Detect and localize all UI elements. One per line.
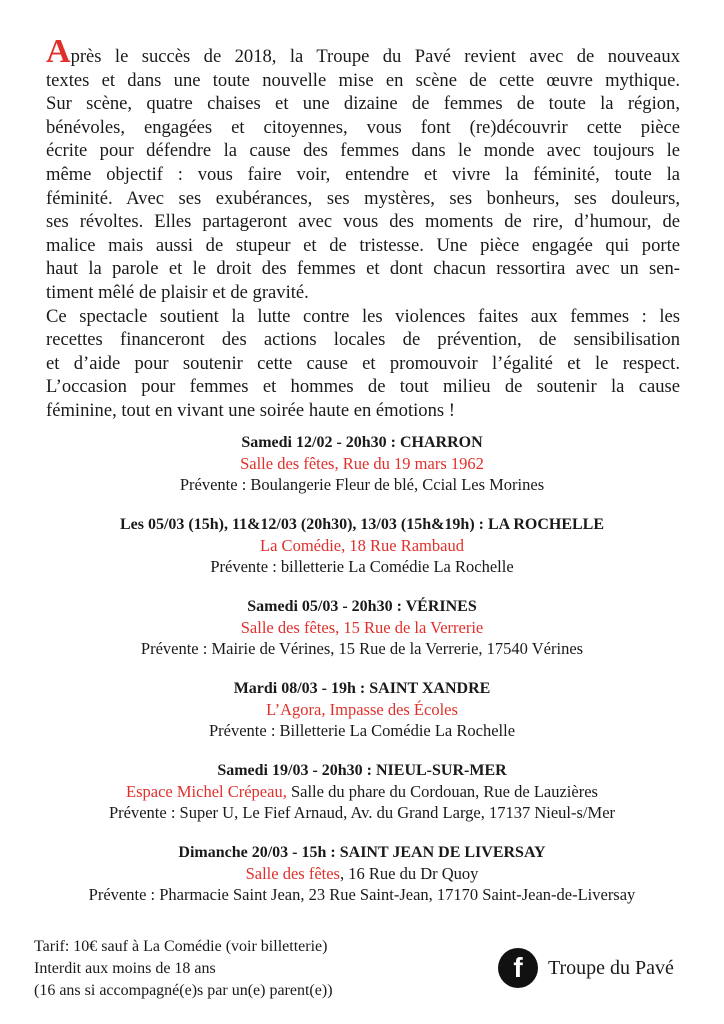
event-presale: Prévente : Mairie de Vérines, 15 Rue de la Verrerie, 17540 Vérines — [140, 639, 584, 658]
facebook-label: Troupe du Pavé — [548, 956, 674, 979]
intro-line — [46, 92, 680, 116]
intro-line-text: même objectif : vous faire voir, entendre et vivre la féminité, toute la — [46, 163, 680, 185]
event-block — [0, 432, 724, 495]
event-title: Samedi 05/03 - 20h30 : VÉRINES — [247, 598, 477, 615]
event-venue — [0, 699, 724, 720]
intro-line-text: féminité. Avec ses exubérances, ses mystères, ses bonheurs, ses douleurs, — [46, 187, 680, 209]
event-block — [0, 760, 724, 823]
intro-line-text: haut la parole et le droit des femmes et dont chacun ressortira avec un sen- — [46, 258, 680, 280]
event-presale: Prévente : Super U, Le Fief Arnaud, Av. du Grand Large, 17137 Nieul-s/Mer — [108, 803, 616, 822]
event-venue-name: Salle des fêtes, 15 Rue de la Verrerie — [240, 618, 484, 637]
intro-line-text: textes et dans une toute nouvelle mise en scène de cette œuvre mythique. — [46, 69, 680, 91]
drop-cap: A — [46, 33, 71, 70]
age-restriction-line: Interdit aux moins de 18 ans — [34, 960, 216, 977]
event-venue-name: La Comédie, 18 Rue Rambaud — [260, 536, 464, 555]
event-title: Les 05/03 (15h), 11&12/03 (20h30), 13/03 (15h&19h) : LA ROCHELLE — [119, 516, 605, 533]
event-venue — [0, 781, 724, 802]
event-venue — [0, 863, 724, 884]
intro-line-text: près le succès de 2018, la Troupe du Pavé revient avec de nouveaux — [70, 46, 680, 67]
intro-line — [46, 352, 680, 376]
facebook-icon: f — [498, 948, 538, 988]
event-presale: Prévente : billetterie La Comédie La Rochelle — [210, 557, 514, 576]
intro-line-text: et d’aide pour soutenir cette cause et promouvoir l’égalité et le respect. — [46, 352, 680, 374]
intro-line — [46, 187, 680, 211]
pricing-info — [34, 936, 333, 1002]
event-venue — [0, 453, 724, 474]
intro-line — [46, 328, 680, 352]
intro-line — [46, 116, 680, 140]
intro-line-text: féminine, tout en vivant une soirée haute en émotions ! — [46, 399, 455, 421]
intro-line — [46, 399, 680, 423]
event-venue — [0, 617, 724, 638]
intro-line — [46, 375, 680, 399]
intro-line — [46, 210, 680, 234]
intro-line — [46, 281, 680, 305]
event-list — [0, 432, 724, 924]
intro-line-text: recettes financeront des actions locales de prévention, de sensibilisation — [46, 329, 680, 351]
intro-line — [46, 33, 680, 70]
event-venue-name: L’Agora, Impasse des Écoles — [266, 700, 458, 719]
intro-line-text: timent mêlé de plaisir et de gravité. — [46, 281, 309, 303]
age-exception-line: (16 ans si accompagné(e)s par un(e) parent(e)) — [34, 982, 333, 999]
intro-line-text: écrite pour défendre la cause des femmes dans le monde avec toujours le — [46, 140, 680, 162]
intro-line — [46, 139, 680, 163]
event-presale: Prévente : Billetterie La Comédie La Rochelle — [208, 721, 516, 740]
intro-line-text: L’occasion pour femmes et hommes de tout milieu de soutenir la cause — [46, 376, 680, 398]
intro-line — [46, 257, 680, 281]
intro-line-text: bénévoles, engagées et citoyennes, vous font (re)découvrir cette pièce — [46, 116, 680, 138]
facebook-link[interactable] — [498, 948, 674, 988]
event-venue-name: Salle des fêtes — [245, 864, 340, 883]
event-block — [0, 514, 724, 577]
event-venue-address: , 16 Rue du Dr Quoy — [339, 864, 479, 883]
event-block — [0, 842, 724, 905]
event-block — [0, 678, 724, 741]
event-block — [0, 596, 724, 659]
event-title: Samedi 19/03 - 20h30 : NIEUL-SUR-MER — [217, 762, 507, 779]
intro-line-text: ses révoltes. Elles partageront avec vous des moments de rire, d’humour, de — [46, 211, 680, 233]
intro-line — [46, 234, 680, 258]
event-presale: Prévente : Boulangerie Fleur de blé, Ccial Les Morines — [179, 475, 545, 494]
intro-text — [46, 33, 680, 423]
intro-line-text: Sur scène, quatre chaises et une dizaine de femmes de toute la région, — [46, 93, 680, 115]
event-title: Dimanche 20/03 - 15h : SAINT JEAN DE LIVERSAY — [178, 844, 546, 861]
event-title: Samedi 12/02 - 20h30 : CHARRON — [241, 434, 483, 451]
intro-line-text: malice mais aussi de stupeur et de tristesse. Une pièce engagée qui porte — [46, 234, 680, 256]
event-presale: Prévente : Pharmacie Saint Jean, 23 Rue Saint-Jean, 17170 Saint-Jean-de-Liversay — [88, 885, 636, 904]
event-venue-name: Espace Michel Crépeau, — [126, 782, 287, 801]
event-venue-name: Salle des fêtes, Rue du 19 mars 1962 — [240, 454, 484, 473]
event-venue-address: Salle du phare du Cordouan, Rue de Lauzières — [286, 782, 598, 801]
price-line: Tarif: 10€ sauf à La Comédie (voir billetterie) — [34, 938, 328, 955]
event-title: Mardi 08/03 - 19h : SAINT XANDRE — [233, 680, 491, 697]
intro-line — [46, 69, 680, 93]
intro-line — [46, 163, 680, 187]
event-venue — [0, 535, 724, 556]
intro-line — [46, 305, 680, 329]
intro-line-text: Ce spectacle soutient la lutte contre les violences faites aux femmes : les — [46, 305, 680, 327]
